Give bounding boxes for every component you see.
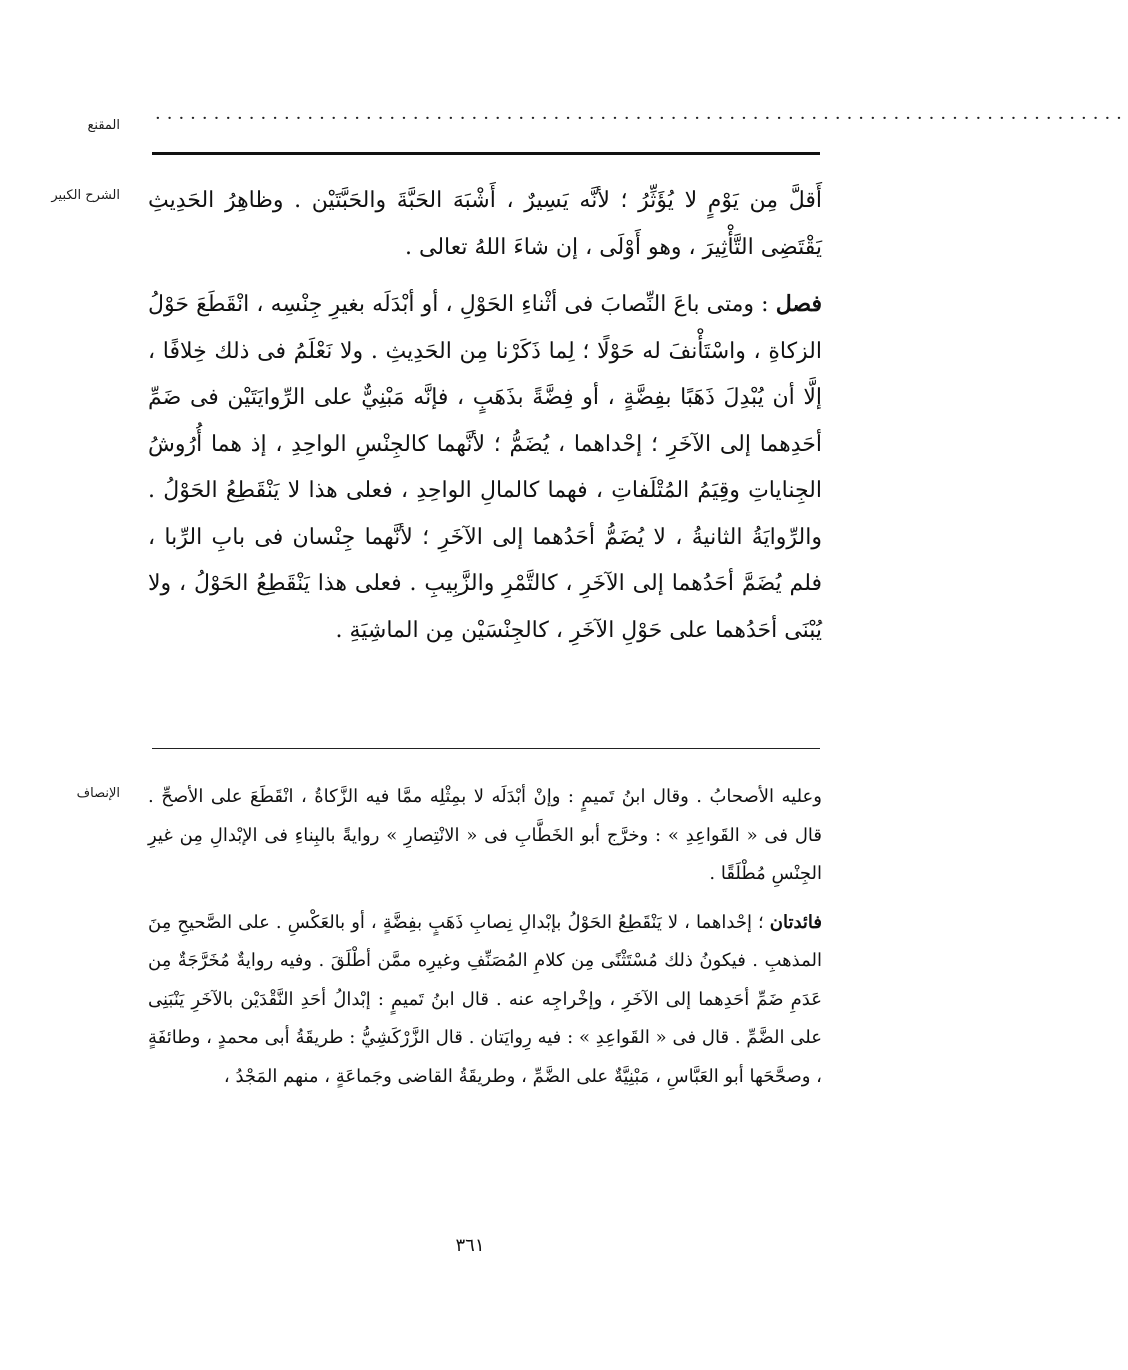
header-rule [152, 152, 820, 155]
insaf-faidatan-heading: فائدتان [769, 911, 822, 933]
insaf-paragraph-2 [148, 904, 822, 1097]
insaf-section-label: الإنصاف [76, 786, 120, 801]
sharh-text-block [148, 178, 822, 654]
header-dotted-leader: ··················································································· [155, 108, 1128, 129]
page-number: ٣٦١ [455, 1235, 485, 1256]
insaf-paragraph-2-body: ؛ إحْداهما ، لا يَنْقَطِعُ الحَوْلُ بإبْدالِ نِصابِ ذَهَبٍ بفِضَّةٍ ، أو بالعَكْسِ . على الصَّحيحِ مِنَ المذهبِ . فيكونُ ذلك مُسْتَثْنًى مِن كلامِ المُصَنِّفِ وغيرِه ممَّن أطْلَقَ . وفيه روايةٌ مُخَرَّجَةٌ مِن عَدَمِ ضَمِّ أحَدِهما إلى الآخَرِ ، وإخْراجِه عنه . قال ابنُ تَميمٍ : إبْدالُ أحَدِ النَّقْدَيْن بالآخَرِ يَنْبَنِى على الضَّمِّ . قال فى « القَواعِدِ » : فيه رِوايَتان . قال الزَّرْكَشِيُّ : طريقَةُ أبى محمدٍ ، وطائفَةٍ ، وصحَّحَها أبو العَبَّاسِ ، مَبْنِيَّةٌ على الضَّمِّ ، وطريقَةُ القاضى وجَماعَةٍ ، منهم المَجْدُ ، [148, 911, 822, 1087]
sharh-section-label: الشرح الكبير [51, 188, 120, 203]
section-divider [152, 748, 820, 749]
insaf-paragraph-1: وعليه الأصحابُ . وقال ابنُ تَميمٍ : وإنْ أبْدَلَه لا بمِثْلِه ممَّا فيه الزَّكاةُ ، انْقَطَعَ على الأصحِّ . قال فى « القَواعِدِ » : وخرَّج أبو الخَطَّابِ فى « الانْتِصارِ » روايةً بالبِناءِ فى الإبْدالِ مِن غيرِ الجِنْسِ مُطْلَقًا . [148, 786, 822, 884]
sharh-paragraph-2 [148, 281, 822, 654]
insaf-text-block [148, 778, 822, 1096]
sharh-paragraph-1: أَقلَّ مِن يَوْمٍ لا يُؤَثِّرُ ؛ لأنَّه يَسِيرٌ ، أَشْبَهَ الحَبَّةَ والحَبَّتَيْن . وظاهِرُ الحَدِيثِ يَقْتَضِى التَّأْثِيرَ ، وهو أَوْلَى ، إن شاءَ اللهُ تعالى . [148, 188, 822, 260]
sharh-fasl-heading: فصل [775, 291, 822, 317]
sharh-paragraph-2-body: : ومتى باعَ النِّصابَ فى أثْناءِ الحَوْلِ ، أو أبْدَلَه بغيرِ جِنْسِه ، انْقَطَعَ حَوْلُ الزكاةِ ، واسْتَأْنفَ له حَوْلًا ؛ لِما ذَكَرْنا مِن الحَدِيثِ . ولا نَعْلَمُ فى ذلك خِلافًا ، إلَّا أن يُبْدِلَ ذَهَبًا بفِضَّةٍ ، أو فِضَّةً بذَهَبٍ ، فإنَّه مَبْنِيٌّ على الرِّوايَتَيْن فى ضَمِّ أحَدِهما إلى الآخَرِ ؛ إحْداهما ، يُضَمُّ ؛ لأنَّهما كالجِنْسِ الواحِدِ ، إذ هما أُرُوشُ الجِناياتِ وقِيَمُ المُتْلَفاتِ ، فهما كالمالِ الواحِدِ ، فعلى هذا لا يَنْقَطِعُ الحَوْلُ . والرِّوايَةُ الثانيةُ ، لا يُضَمُّ أحَدُهما إلى الآخَرِ ؛ لأنَّهما جِنْسان فى بابِ الرِّبا ، فلم يُضَمَّ أحَدُهما إلى الآخَرِ ، كالتَّمْرِ والزَّبِيبِ . فعلى هذا يَنْقَطِعُ الحَوْلُ ، ولا يُبْنَى أحَدُهما على حَوْلِ الآخَرِ ، كالجِنْسَيْن مِن الماشِيَةِ . [148, 292, 822, 643]
running-title: المقنع [87, 118, 120, 133]
